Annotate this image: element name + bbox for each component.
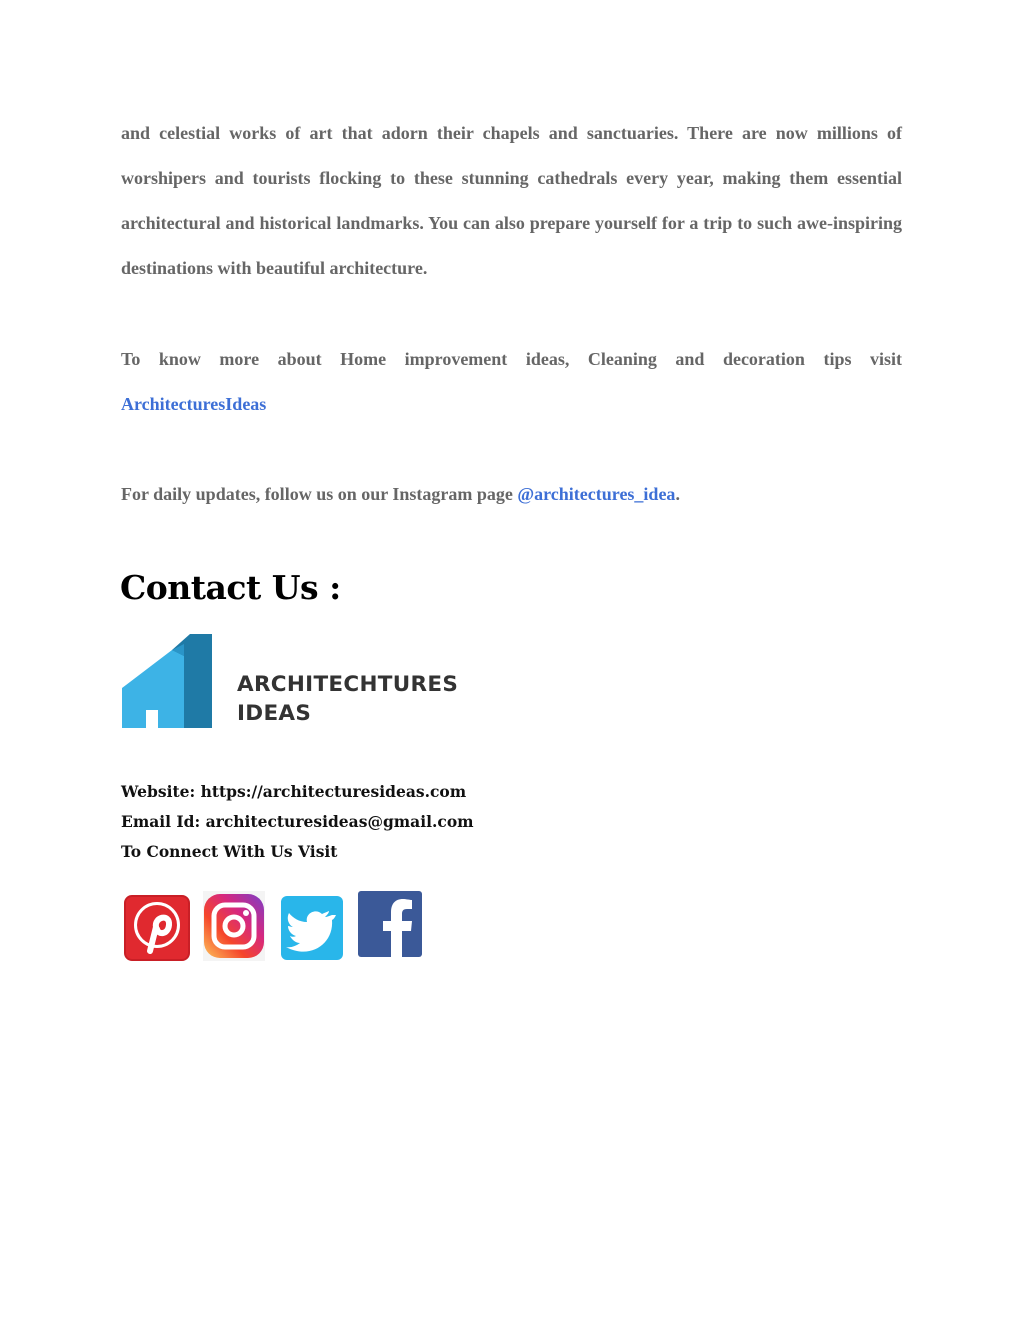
architectures-ideas-logo	[122, 634, 484, 728]
facebook-icon[interactable]	[358, 891, 422, 957]
instagram-text: For daily updates, follow us on our Instagram page	[121, 484, 518, 504]
paragraph-instagram	[121, 472, 902, 517]
pinterest-icon[interactable]	[124, 895, 190, 961]
instagram-icon[interactable]	[203, 891, 265, 961]
social-icons-row	[122, 889, 432, 963]
twitter-icon[interactable]	[280, 895, 344, 961]
paragraph-know-more	[121, 337, 902, 427]
instagram-handle-link[interactable]: @architectures_idea	[517, 484, 676, 504]
logo-line1: ARCHITECHTURES	[237, 672, 459, 697]
email-line: Email Id: architecturesideas@gmail.com	[121, 812, 474, 831]
building-logo-icon	[122, 634, 222, 728]
contact-heading: Contact Us :	[120, 568, 341, 607]
architectures-ideas-link[interactable]: ArchitecturesIdeas	[121, 394, 267, 414]
website-line: Website: https://architecturesideas.com	[121, 782, 467, 801]
logo-wordmark	[237, 670, 458, 728]
know-more-text: To know more about Home improvement ideas, Cleaning and decoration tips visit	[121, 349, 902, 369]
connect-line: To Connect With Us Visit	[121, 842, 338, 861]
paragraph-cathedrals: and celestial works of art that adorn their chapels and sanctuaries. There are now millions of worshipers and tourists flocking to these stunning cathedrals every year, making them essential architectural and historical landmarks. You can also prepare yourself for a trip to such awe-inspiring destinations with beautiful architecture.	[121, 123, 902, 278]
instagram-period: .	[675, 484, 680, 504]
contact-details	[121, 777, 474, 867]
logo-line2: IDEAS	[237, 701, 312, 726]
